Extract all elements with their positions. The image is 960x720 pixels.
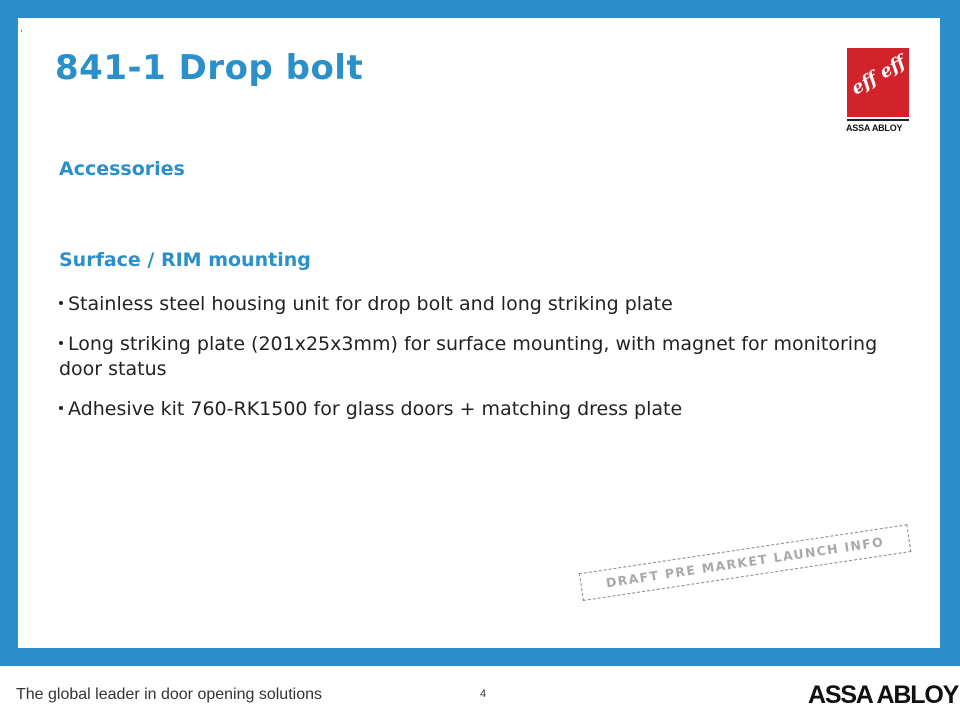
footer-tagline: The global leader in door opening solutions — [16, 686, 322, 703]
bullet-list — [59, 292, 879, 437]
bullet-item — [59, 292, 879, 317]
logo-wordmark: eff eff — [847, 51, 909, 100]
corner-mark: , — [20, 24, 23, 34]
bullet-text: Stainless steel housing unit for drop bolt and long striking plate — [68, 293, 673, 315]
bullet-item — [59, 332, 879, 382]
bullet-dot-icon — [59, 406, 63, 410]
logo-divider — [847, 119, 909, 121]
bullet-dot-icon — [59, 341, 63, 345]
bullet-text: Long striking plate (201x25x3mm) for surface mounting, with magnet for monitoring door status — [59, 333, 878, 380]
subsection-heading: Surface / RIM mounting — [59, 249, 311, 271]
bullet-item — [59, 397, 879, 422]
footer-brand-logo: ASSA ABLOY — [808, 681, 959, 709]
slide-title: 841-1 Drop bolt — [55, 48, 364, 88]
draft-stamp-text: DRAFT PRE MARKET LAUNCH INFO — [604, 533, 886, 591]
bullet-text: Adhesive kit 760-RK1500 for glass doors + matching dress plate — [68, 398, 683, 420]
section-heading: Accessories — [59, 158, 185, 180]
eff-eff-logo — [847, 48, 909, 117]
bullet-dot-icon — [59, 301, 63, 305]
page-number: 4 — [480, 688, 487, 700]
logo-subtext: ASSA ABLOY — [846, 123, 903, 133]
